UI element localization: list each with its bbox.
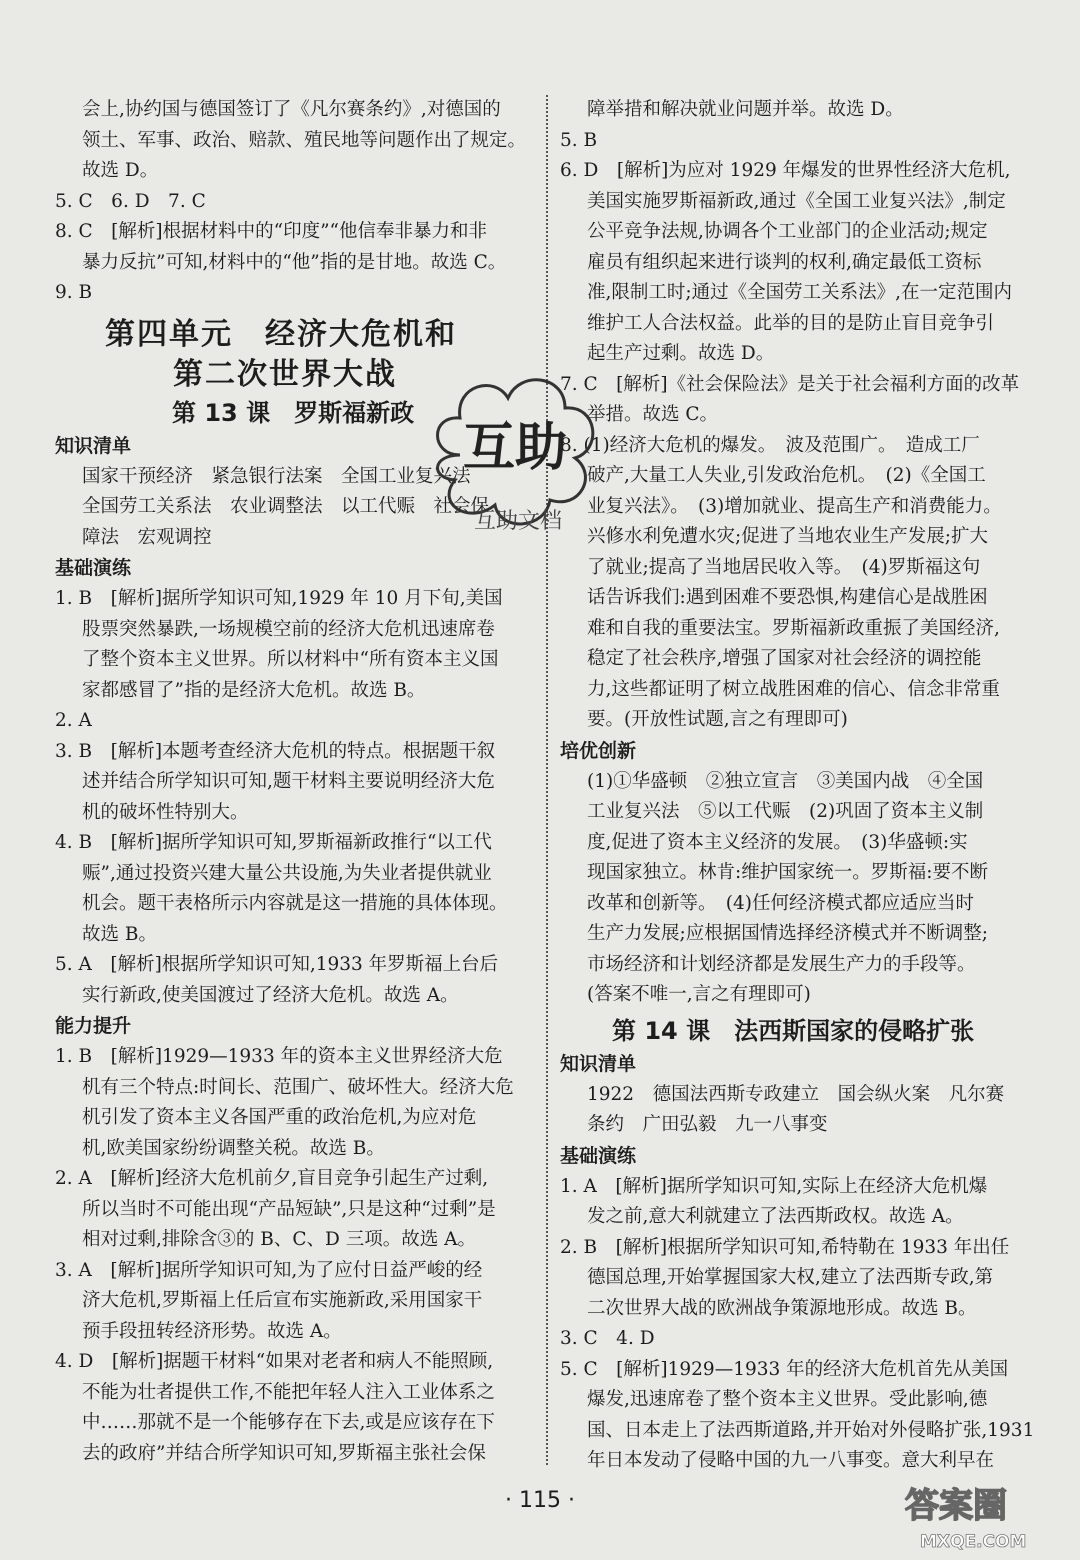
text-line: 德国总理,开始掌握国家大权,建立了法西斯专政,第 xyxy=(587,1267,994,1288)
text-line: 机会。题干表格所示内容就是这一措施的具体体现。 xyxy=(82,893,508,914)
answer-item: 9. B xyxy=(55,282,93,303)
text-line: 障举措和解决就业问题并举。故选 D。 xyxy=(587,99,904,120)
text-line: 述并结合所学知识可知,题干材料主要说明经济大危 xyxy=(82,771,495,792)
lesson-title: 第 14 课 法西斯国家的侵略扩张 xyxy=(612,1016,975,1045)
section-title: 基础演练 xyxy=(560,1144,637,1167)
text-line: (答案不唯一,言之有理即可) xyxy=(587,984,811,1005)
text-line: 难和自我的重要法宝。罗斯福新政重振了美国经济, xyxy=(587,617,1000,639)
text-line: 领土、军事、政治、赔款、殖民地等问题作出了规定。 xyxy=(82,129,527,151)
text-line: 雇员有组织起来进行谈判的权利,确定最低工资标 xyxy=(587,251,982,273)
text-line: 发之前,意大利就建立了法西斯政权。故选 A。 xyxy=(587,1206,964,1227)
text-line: 度,促进了资本主义经济的发展。 (3)华盛顿:实 xyxy=(587,831,968,853)
text-line: 稳定了社会秩序,增强了国家对社会经济的调控能 xyxy=(587,648,982,669)
text-line: 济大危机,罗斯福上任后宣布实施新政,采用国家干 xyxy=(82,1290,483,1311)
unit-title: 第四单元 经济大危机和 xyxy=(105,316,457,352)
right-column xyxy=(560,95,1040,1477)
text-line: 中……那就不是一个能够存在下去,或是应该存在下 xyxy=(82,1412,495,1433)
answer-item: 4. D [解析]据题干材料“如果对老者和病人不能照顾, xyxy=(55,1351,494,1372)
answer-item: 5. C 6. D 7. C xyxy=(55,190,206,212)
text-line: 兴修水利免遭水灾;促进了当地农业生产发展;扩大 xyxy=(587,526,988,547)
corner-logo-text: 答案圈 xyxy=(905,1486,1007,1526)
text-line: 改革和创新等。 (4)任何经济模式都应适应当时 xyxy=(587,892,974,914)
section-title: 知识清单 xyxy=(55,434,132,457)
keyword-line: 1922 德国法西斯专政建立 国会纵火案 凡尔赛 xyxy=(587,1083,1005,1105)
text-line: 了就业;提高了当地居民收入等。 (4)罗斯福这句 xyxy=(587,556,981,578)
text-line: 故选 D。 xyxy=(82,160,159,181)
section-title: 基础演练 xyxy=(55,557,132,579)
text-line: 工业复兴法 ⑤以工代赈 (2)巩固了资本主义制 xyxy=(587,801,984,822)
text-line: 了整个资本主义世界。所以材料中“所有资本主义国 xyxy=(82,649,499,670)
text-line: 相对过剩,排除含③的 B、C、D 三项。故选 A。 xyxy=(82,1229,476,1250)
text-line: 生产力发展;应根据国情选择经济模式并不断调整; xyxy=(587,923,988,944)
text-line: 故选 B。 xyxy=(82,923,157,945)
answer-item: 2. A xyxy=(55,710,92,731)
keyword-line: 国家干预经济 紧急银行法案 全国工业复兴法 xyxy=(82,465,471,487)
stamp-text: 互助 xyxy=(462,418,568,478)
text-line: 股票突然暴跌,一场规模空前的经济大危机迅速席卷 xyxy=(82,618,495,640)
text-line: 维护工人合法权益。此举的目的是防止盲目竞争引 xyxy=(587,312,995,334)
column-divider xyxy=(546,95,548,1465)
text-line: 市场经济和计划经济都是发展生产力的手段等。 xyxy=(587,953,976,975)
stamp-watermark-icon xyxy=(420,360,610,550)
text-line: 暴力反抗”可知,材料中的“他”指的是甘地。故选 C。 xyxy=(82,251,507,273)
text-line: 赈”,通过投资兴建大量公共设施,为失业者提供就业 xyxy=(82,862,492,884)
answer-item: 8. C [解析]根据材料中的“印度”“他信奉非暴力和非 xyxy=(55,221,487,242)
answer-item: 4. B [解析]据所学知识可知,罗斯福新政推行“以工代 xyxy=(55,832,492,853)
answer-item: 3. A [解析]据所学知识可知,为了应付日益严峻的经 xyxy=(55,1259,483,1281)
text-line: 机有三个特点:时间长、范围广、破坏性大。经济大危 xyxy=(82,1076,514,1098)
keyword-line: 条约 广田弘毅 九一八事变 xyxy=(587,1114,828,1135)
answer-item: 5. B xyxy=(560,129,598,151)
text-line: 举措。故选 C。 xyxy=(587,404,719,425)
text-line: 机,欧美国家纷纷调整关税。故选 B。 xyxy=(82,1137,385,1159)
text-line: 机的破坏性特别大。 xyxy=(82,801,249,823)
answer-item: 3. B [解析]本题考查经济大危机的特点。根据题干叙 xyxy=(55,740,496,762)
section-title: 培优创新 xyxy=(560,739,637,762)
answer-item: 1. B [解析]1929—1933 年的资本主义世界经济大危 xyxy=(55,1046,503,1067)
text-line: 准,限制工时;通过《全国劳工关系法》,在一定范围内 xyxy=(587,282,1012,303)
answer-item: 8. (1)经济大危机的爆发。 波及范围广。 造成工厂 xyxy=(560,434,980,456)
text-line: 话告诉我们:遇到困难不要恐惧,构建信心是战胜困 xyxy=(587,587,988,608)
text-line: 预手段扭转经济形势。故选 A。 xyxy=(82,1320,342,1342)
keyword-line: 障法 宏观调控 xyxy=(82,526,212,548)
text-line: 去的政府”并结合所学知识可知,罗斯福主张社会保 xyxy=(82,1442,486,1464)
answer-item: 1. B [解析]据所学知识可知,1929 年 10 月下旬,美国 xyxy=(55,588,503,609)
text-line: 爆发,迅速席卷了整个资本主义世界。受此影响,德 xyxy=(587,1389,988,1410)
text-line: 美国实施罗斯福新政,通过《全国工业复兴法》,制定 xyxy=(587,190,1006,212)
text-line: 家都感冒了”指的是经济大危机。故选 B。 xyxy=(82,679,426,701)
text-line: 实行新政,使美国渡过了经济大危机。故选 A。 xyxy=(82,984,459,1006)
text-line: 力,这些都证明了树立战胜困难的信心、信念非常重 xyxy=(587,678,1000,700)
text-line: 国、日本走上了法西斯道路,并开始对外侵略扩张,1931 xyxy=(587,1419,1035,1441)
corner-logo-url: MXQE.COM xyxy=(920,1532,1027,1552)
answer-item: 5. C [解析]1929—1933 年的经济大危机首先从美国 xyxy=(560,1358,1009,1380)
answer-item: 1. A [解析]据所学知识可知,实际上在经济大危机爆 xyxy=(560,1175,988,1197)
text-line: 不能为壮者提供工作,不能把年轻人注入工业体系之 xyxy=(82,1381,495,1403)
answer-item: 7. C [解析]《社会保险法》是关于社会福利方面的改革 xyxy=(560,373,1020,395)
section-title: 能力提升 xyxy=(55,1015,132,1037)
text-line: 年日本发动了侵略中国的九一八事变。意大利早在 xyxy=(587,1450,995,1471)
text-line: 业复兴法》。 (3)增加就业、提高生产和消费能力。 xyxy=(587,495,1002,517)
answer-item: 2. A [解析]经济大危机前夕,盲目竞争引起生产过剩, xyxy=(55,1168,489,1189)
section-title: 知识清单 xyxy=(560,1052,637,1075)
text-line: (1)①华盛顿 ②独立宣言 ③美国内战 ④全国 xyxy=(587,770,984,792)
answer-item: 5. A [解析]根据所学知识可知,1933 年罗斯福上台后 xyxy=(55,954,499,975)
text-line: 会上,协约国与德国签订了《凡尔赛条约》,对德国的 xyxy=(82,99,501,120)
page-number: · 115 · xyxy=(505,1488,575,1513)
answer-item: 6. D [解析]为应对 1929 年爆发的世界性经济大危机, xyxy=(560,160,1011,181)
text-line: 二次世界大战的欧洲战争策源地形成。故选 B。 xyxy=(587,1297,977,1319)
text-line: 起生产过剩。故选 D。 xyxy=(587,343,775,364)
keyword-line: 全国劳工关系法 农业调整法 以工代赈 社会保 xyxy=(82,496,490,517)
text-line: 要。(开放性试题,言之有理即可) xyxy=(587,709,848,730)
text-line: 现国家独立。林肯:维护国家统一。罗斯福:要不断 xyxy=(587,862,988,883)
corner-watermark-logo xyxy=(895,1475,1075,1555)
answer-item: 2. B [解析]根据所学知识可知,希特勒在 1933 年出任 xyxy=(560,1236,1010,1258)
answer-item: 3. C 4. D xyxy=(560,1328,655,1349)
text-line: 破产,大量工人失业,引发政治危机。 (2)《全国工 xyxy=(587,465,986,486)
text-line: 所以当时不可能出现“产品短缺”,只是这种“过剩”是 xyxy=(82,1198,496,1220)
stamp-subtext: 互助文档 xyxy=(473,509,563,534)
text-line: 机引发了资本主义各国严重的政治危机,为应对危 xyxy=(82,1107,477,1128)
lesson-title: 第 13 课 罗斯福新政 xyxy=(172,398,415,427)
unit-title: 第二次世界大战 xyxy=(173,356,397,392)
left-column xyxy=(55,95,537,1469)
text-line: 公平竞争法规,协调各个工业部门的企业活动;规定 xyxy=(587,221,988,242)
